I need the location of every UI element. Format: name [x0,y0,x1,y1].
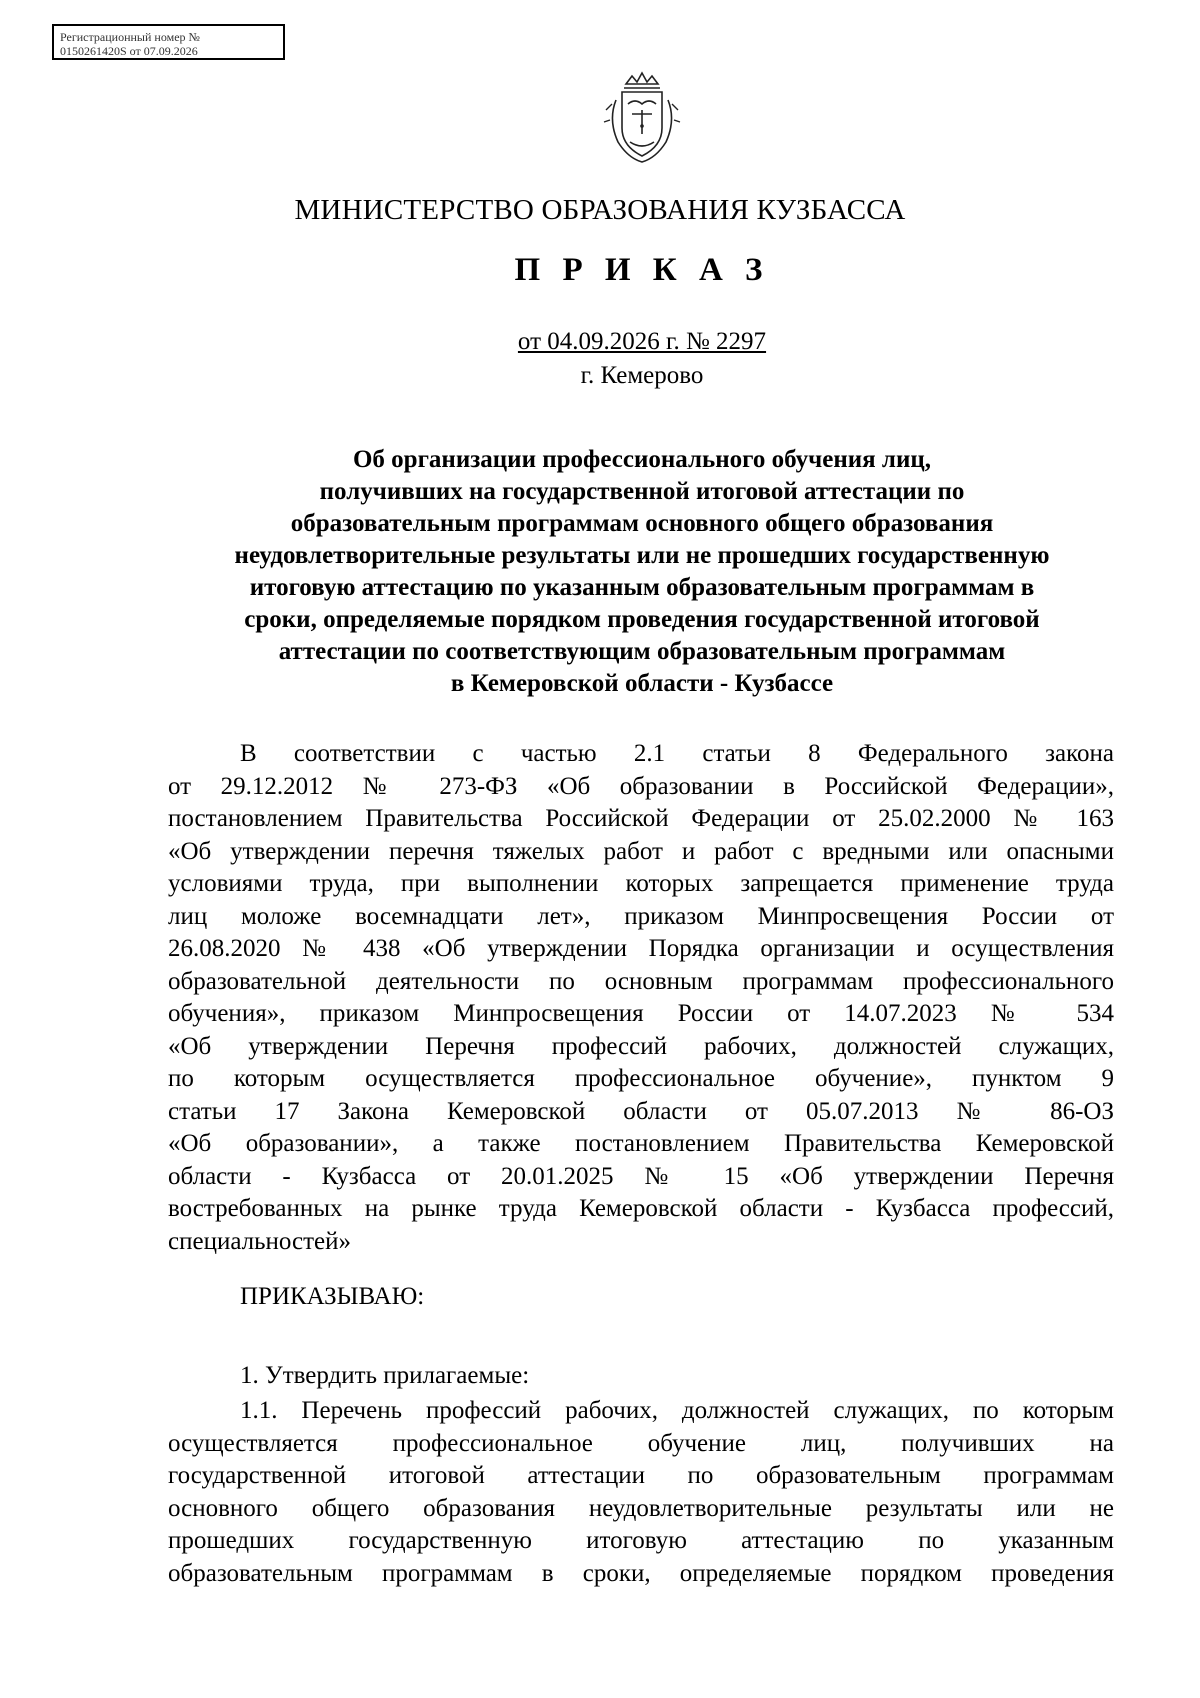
preamble-line: В соответствии с частью 2.1 статьи 8 Федерального закона [240,740,1114,767]
document-type-title: П Р И К А З [514,252,770,288]
kuzbass-coat-of-arms-icon [602,70,682,170]
subject-line: аттестации по соответствующим образовательным программам [278,638,1006,665]
preamble-line: обучения», приказом Минпросвещения России от 14.07.2023 № 534 [168,1000,1114,1027]
subject-line: неудовлетворительные результаты или не прошедших государственную [234,542,1050,569]
item-1-1-line: прошедших государственную итоговую аттестацию по указанным [168,1527,1114,1554]
preamble-line: от 29.12.2012 № 273-ФЗ «Об образовании в Российской Федерации», [168,772,1114,800]
preamble-line: востребованных на рынке труда Кемеровской области - Кузбасса профессий, [168,1195,1114,1222]
preamble-line: «Об образовании», а также постановлением Правительства Кемеровской [168,1130,1114,1157]
preamble-line: «Об утверждении Перечня профессий рабочих, должностей служащих, [168,1032,1114,1060]
order-city: г. Кемерово [580,362,704,389]
item-1-1-line: государственной итоговой аттестации по образовательным программам [168,1462,1114,1489]
registration-stamp [52,24,285,60]
subject-line: сроки, определяемые порядком проведения государственной итоговой [244,606,1040,633]
order-date-number: от 04.09.2026 г. № 2297 [517,328,767,355]
item-1-1-line: осуществляется профессиональное обучение лиц, получивших на [168,1429,1114,1457]
item-1-1-line: 1.1. Перечень профессий рабочих, должностей служащих, по которым [240,1397,1114,1424]
preamble-line: «Об утверждении перечня тяжелых работ и работ с вредными или опасными [168,837,1114,865]
registration-line-1: Регистрационный номер № [60,30,200,44]
preamble-line: специальностей» [168,1227,352,1255]
subject-line: образовательным программам основного общего образования [290,510,994,537]
subject-line: Об организации профессионального обучения лиц, [352,446,932,473]
subject-line: итоговую аттестацию по указанным образовательным программам в [249,574,1035,601]
item-1-1-paragraph [168,1395,1114,1590]
item-1-1-line: образовательным программам в сроки, определяемые порядком проведения [168,1559,1114,1587]
registration-line-2: 0150261420S от 07.09.2026 [60,44,198,58]
preamble-line: образовательной деятельности по основным программам профессионального [168,967,1114,995]
subject-line: в Кемеровской области - Кузбассе [450,670,834,697]
decree-word: ПРИКАЗЫВАЮ: [240,1283,425,1310]
preamble-line: по которым осуществляется профессиональное обучение», пунктом 9 [168,1065,1114,1092]
order-subject [150,444,1134,700]
ministry-name: МИНИСТЕРСТВО ОБРАЗОВАНИЯ КУЗБАССА [294,194,906,226]
item-1-1-line: основного общего образования неудовлетворительные результаты или не [168,1494,1114,1522]
preamble-line: лиц моложе восемнадцати лет», приказом Минпросвещения России от [168,902,1114,930]
preamble-line: области - Кузбасса от 20.01.2025 № 15 «Об утверждении Перечня [168,1162,1114,1190]
preamble-line: постановлением Правительства Российской Федерации от 25.02.2000 № 163 [168,805,1114,832]
preamble-line: 26.08.2020 № 438 «Об утверждении Порядка организации и осуществления [168,935,1114,962]
item-1: 1. Утвердить прилагаемые: [240,1362,530,1389]
subject-line: получивших на государственной итоговой аттестации по [319,478,965,505]
preamble-line: условиями труда, при выполнении которых запрещается применение труда [168,870,1114,897]
preamble-paragraph [168,738,1114,1258]
preamble-line: статьи 17 Закона Кемеровской области от 05.07.2013 № 86-ОЗ [168,1097,1114,1125]
